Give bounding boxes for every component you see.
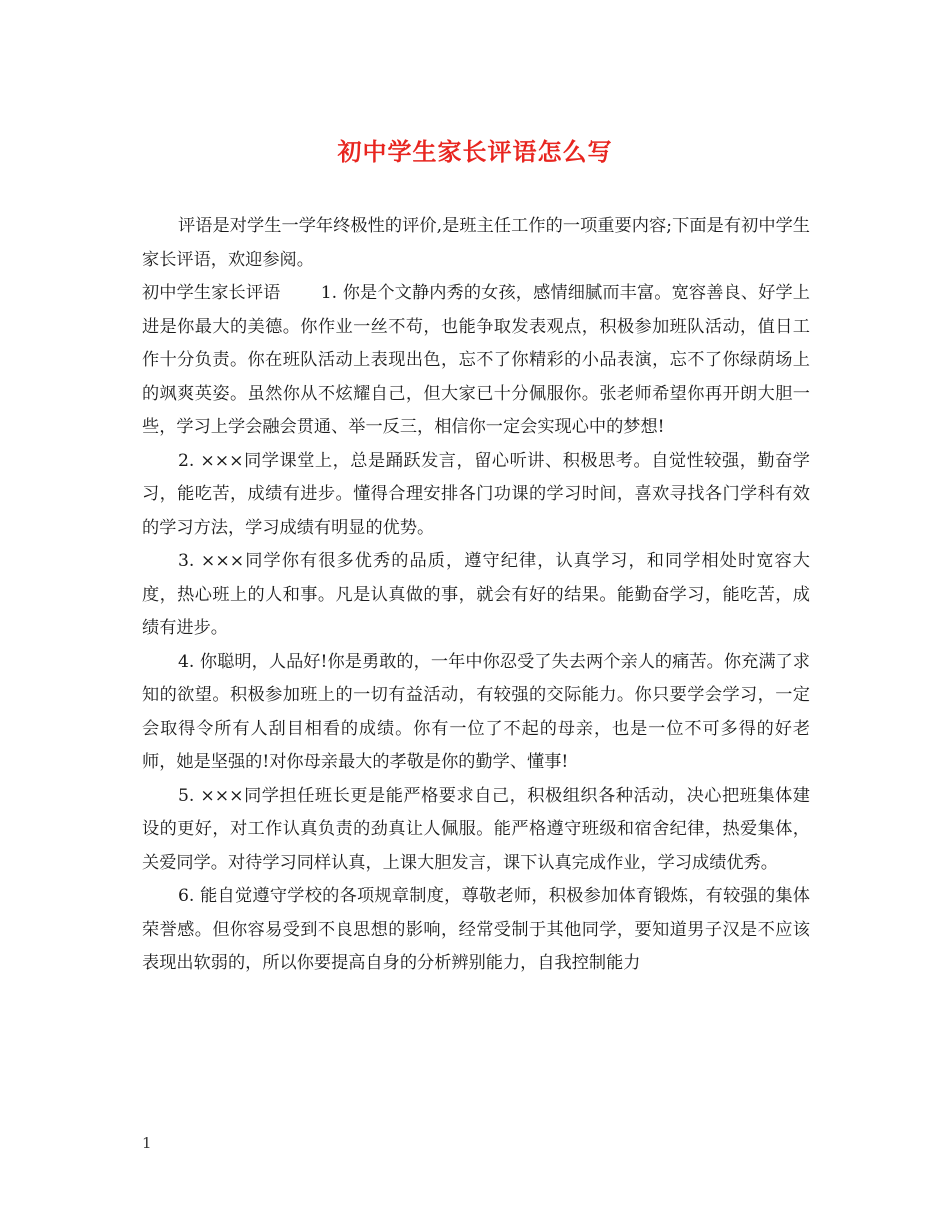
comment-paragraph-5: 5. ×××同学担任班长更是能严格要求自己，积极组织各种活动，决心把班集体建设的更好，对工作认真负责的劲真让人佩服。能严格遵守班级和宿舍纪律，热爱集体，关爱同学。对待学习同样认真，上课大胆发言，课下认真完成作业，学习成绩优秀。 <box>142 785 810 873</box>
comment-paragraph-1: 初中学生家长评语 1. 你是个文静内秀的女孩，感情细腻而丰富。宽容善良、好学上进是你最大的美德。你作业一丝不苟，也能争取发表观点，积极参加班队活动，值日工作十分负责。你在班队活动上表现出色，忘不了你精彩的小品表演，忘不了你绿荫场上的飒爽英姿。虽然你从不炫耀自己，但大家已十分佩服你。张老师希望你再开朗大胆一些，学习上学会融会贯通、举一反三，相信你一定会实现心中的梦想! <box>142 283 810 437</box>
page-number: 1 <box>142 1134 152 1152</box>
page-title: 初中学生家长评语怎么写 <box>337 137 613 166</box>
intro-paragraph: 评语是对学生一学年终极性的评价,是班主任工作的一项重要内容;下面是有初中学生家长评语，欢迎参阅。 <box>142 216 810 270</box>
document-body <box>142 210 810 981</box>
comment-paragraph-2: 2. ×××同学课堂上，总是踊跃发言，留心听讲、积极思考。自觉性较强，勤奋学习，能吃苦，成绩有进步。懂得合理安排各门功课的学习时间，喜欢寻找各门学科有效的学习方法，学习成绩有明显的优势。 <box>142 450 810 538</box>
comment-paragraph-6: 6. 能自觉遵守学校的各项规章制度，尊敬老师，积极参加体育锻炼，有较强的集体荣誉感。但你容易受到不良思想的影响，经常受制于其他同学，要知道男子汉是不应该表现出软弱的，所以你要提高自身的分析辨别能力，自我控制能力 <box>142 886 810 973</box>
comment-paragraph-4: 4. 你聪明，人品好!你是勇敢的，一年中你忍受了失去两个亲人的痛苦。你充满了求知的欲望。积极参加班上的一切有益活动，有较强的交际能力。你只要学会学习，一定会取得令所有人刮目相看的成绩。你有一位了不起的母亲，也是一位不可多得的好老师，她是坚强的!对你母亲最大的孝敬是你的勤学、懂事! <box>142 651 810 772</box>
comment-paragraph-3: 3. ×××同学你有很多优秀的品质，遵守纪律，认真学习，和同学相处时宽容大度，热心班上的人和事。凡是认真做的事，就会有好的结果。能勤奋学习，能吃苦，成绩有进步。 <box>142 551 810 638</box>
